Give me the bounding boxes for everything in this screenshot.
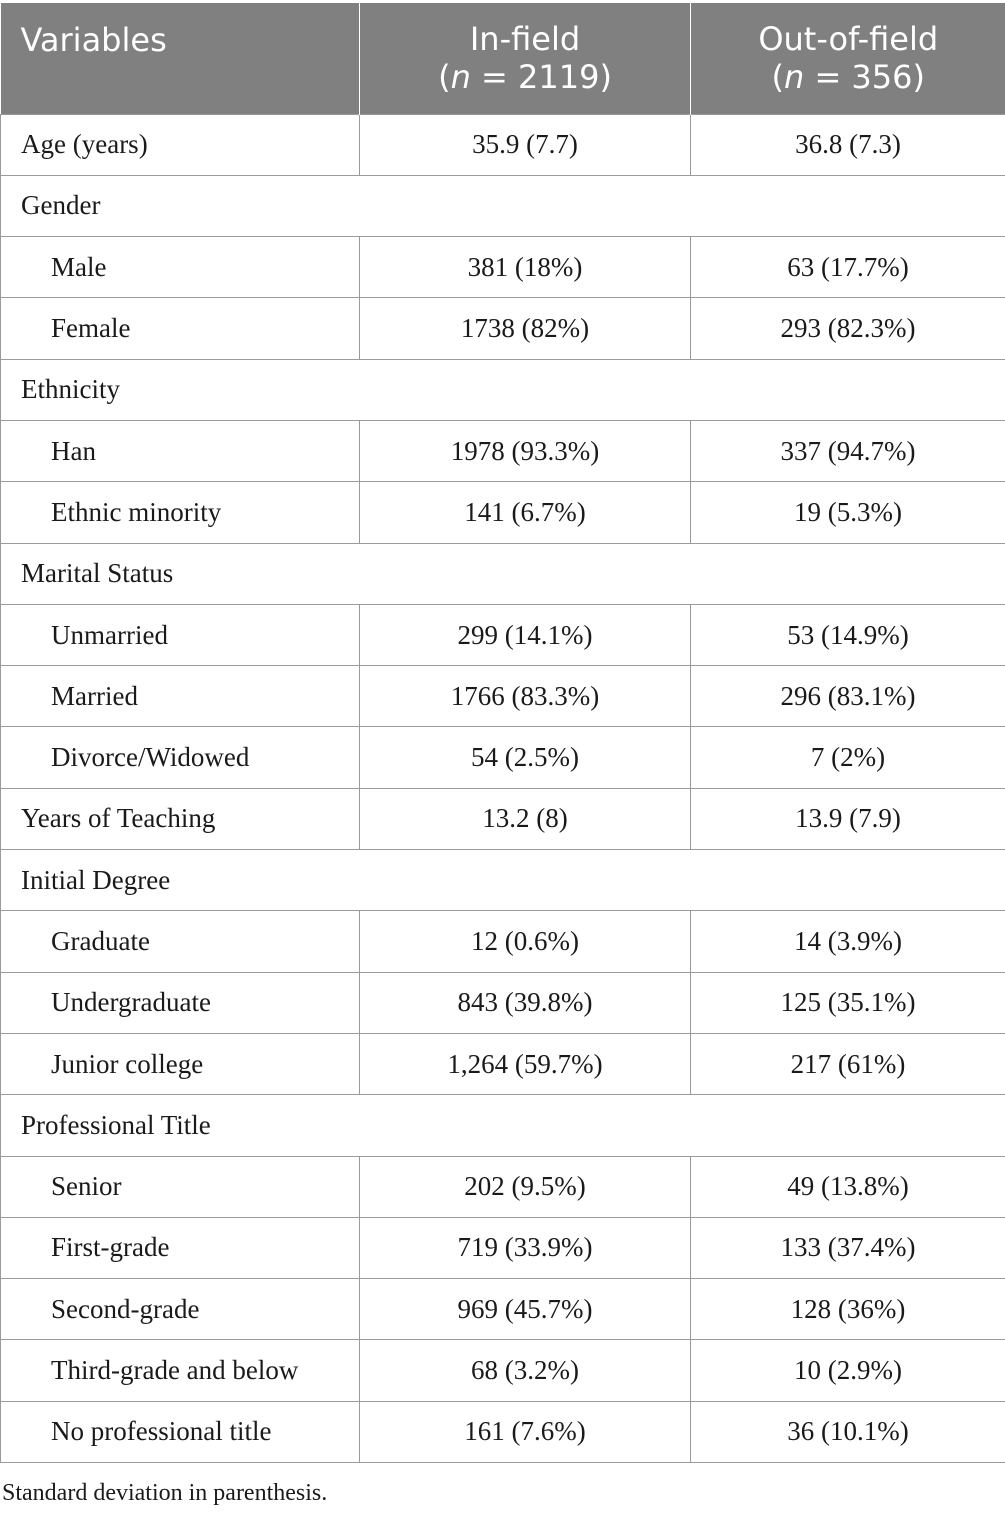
in-field-value: [360, 1095, 691, 1156]
out-field-value: 63 (17.7%): [691, 237, 1005, 298]
in-field-value: [360, 543, 691, 604]
table-row: [1, 1401, 1005, 1462]
table-row: [1, 359, 1005, 420]
out-field-value: 296 (83.1%): [691, 666, 1005, 727]
table-row: [1, 604, 1005, 665]
table-row: [1, 114, 1005, 175]
header-in-field-label: In-field: [469, 20, 581, 59]
out-field-value: 14 (3.9%): [691, 911, 1005, 972]
table-footnote: Standard deviation in parenthesis.: [2, 1480, 328, 1506]
in-field-value: 202 (9.5%): [360, 1156, 691, 1217]
row-label: No professional title: [1, 1401, 360, 1462]
row-label: Senior: [1, 1156, 360, 1217]
out-field-value: [691, 359, 1005, 420]
in-field-value: [360, 359, 691, 420]
table-row: [1, 175, 1005, 236]
header-variables: Variables: [1, 3, 360, 114]
out-field-value: 10 (2.9%): [691, 1340, 1005, 1401]
in-field-value: 12 (0.6%): [360, 911, 691, 972]
row-label: Initial Degree: [1, 850, 360, 911]
in-field-value: 843 (39.8%): [360, 972, 691, 1033]
table-header: [1, 3, 1005, 114]
table-row: [1, 237, 1005, 298]
out-field-value: [691, 850, 1005, 911]
row-label: Divorce/Widowed: [1, 727, 360, 788]
out-field-value: 19 (5.3%): [691, 482, 1005, 543]
row-label: Junior college: [1, 1033, 360, 1094]
table-row: [1, 1095, 1005, 1156]
out-field-value: 36 (10.1%): [691, 1401, 1005, 1462]
out-field-value: [691, 175, 1005, 236]
in-field-value: [360, 850, 691, 911]
row-label: Marital Status: [1, 543, 360, 604]
row-label: Age (years): [1, 114, 360, 175]
out-field-value: 53 (14.9%): [691, 604, 1005, 665]
in-field-value: 161 (7.6%): [360, 1401, 691, 1462]
row-label: Professional Title: [1, 1095, 360, 1156]
row-label: Ethnic minority: [1, 482, 360, 543]
table-row: [1, 972, 1005, 1033]
demographics-table: [0, 3, 1005, 1463]
in-field-value: 1738 (82%): [360, 298, 691, 359]
row-label: Han: [1, 420, 360, 481]
in-field-value: 969 (45.7%): [360, 1279, 691, 1340]
out-field-value: 36.8 (7.3): [691, 114, 1005, 175]
row-label: First-grade: [1, 1217, 360, 1278]
out-field-value: 133 (37.4%): [691, 1217, 1005, 1278]
table-row: [1, 666, 1005, 727]
header-out-field: [691, 3, 1005, 114]
table-row: [1, 543, 1005, 604]
out-field-value: 125 (35.1%): [691, 972, 1005, 1033]
row-label: Third-grade and below: [1, 1340, 360, 1401]
row-label: Graduate: [1, 911, 360, 972]
out-field-value: [691, 543, 1005, 604]
row-label: Gender: [1, 175, 360, 236]
in-field-value: 68 (3.2%): [360, 1340, 691, 1401]
in-field-value: 13.2 (8): [360, 788, 691, 849]
header-in-field-n: (n = 2119): [438, 58, 612, 97]
row-label: Female: [1, 298, 360, 359]
table-row: [1, 1279, 1005, 1340]
row-label: Married: [1, 666, 360, 727]
out-field-value: 49 (13.8%): [691, 1156, 1005, 1217]
row-label: Male: [1, 237, 360, 298]
row-label: Ethnicity: [1, 359, 360, 420]
table-body: [1, 114, 1005, 1463]
out-field-value: 13.9 (7.9): [691, 788, 1005, 849]
row-label: Second-grade: [1, 1279, 360, 1340]
table-row: [1, 1033, 1005, 1094]
out-field-value: 7 (2%): [691, 727, 1005, 788]
table-row: [1, 850, 1005, 911]
row-label: Years of Teaching: [1, 788, 360, 849]
in-field-value: 141 (6.7%): [360, 482, 691, 543]
in-field-value: [360, 175, 691, 236]
table-row: [1, 298, 1005, 359]
table-row: [1, 727, 1005, 788]
table-row: [1, 1340, 1005, 1401]
in-field-value: 35.9 (7.7): [360, 114, 691, 175]
in-field-value: 1766 (83.3%): [360, 666, 691, 727]
table-row: [1, 1217, 1005, 1278]
row-label: Unmarried: [1, 604, 360, 665]
header-out-field-n: (n = 356): [771, 58, 925, 97]
table-row: [1, 911, 1005, 972]
out-field-value: 293 (82.3%): [691, 298, 1005, 359]
table-row: [1, 482, 1005, 543]
row-label: Undergraduate: [1, 972, 360, 1033]
out-field-value: 337 (94.7%): [691, 420, 1005, 481]
table-row: [1, 788, 1005, 849]
header-row: [1, 3, 1005, 114]
in-field-value: 54 (2.5%): [360, 727, 691, 788]
in-field-value: 1978 (93.3%): [360, 420, 691, 481]
in-field-value: 719 (33.9%): [360, 1217, 691, 1278]
header-in-field: [360, 3, 691, 114]
in-field-value: 299 (14.1%): [360, 604, 691, 665]
header-out-field-label: Out-of-field: [758, 20, 939, 59]
table-row: [1, 1156, 1005, 1217]
in-field-value: 1,264 (59.7%): [360, 1033, 691, 1094]
out-field-value: 128 (36%): [691, 1279, 1005, 1340]
out-field-value: 217 (61%): [691, 1033, 1005, 1094]
out-field-value: [691, 1095, 1005, 1156]
table-row: [1, 420, 1005, 481]
in-field-value: 381 (18%): [360, 237, 691, 298]
